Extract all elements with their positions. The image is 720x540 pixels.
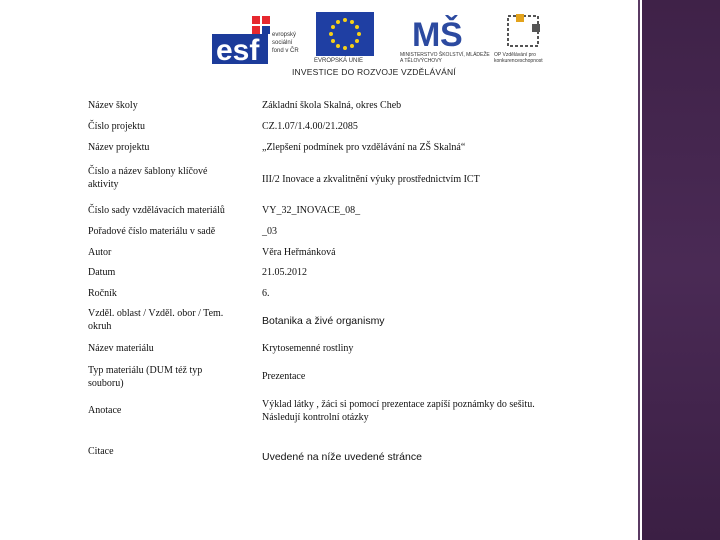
row-value: III/2 Inovace a zkvalitnění výuky prostřednictvím ICT bbox=[262, 174, 480, 185]
row-value: Výklad látky , žáci si pomocí prezentace zapíší poznámky do sešitu. Následují kontrolní otázky bbox=[262, 399, 535, 423]
row-label: Citace bbox=[88, 446, 114, 457]
row-label: Číslo projektu bbox=[88, 121, 145, 132]
row-value: Prezentace bbox=[262, 371, 306, 382]
row-label: Anotace bbox=[88, 405, 122, 416]
row-label: Název materiálu bbox=[88, 343, 154, 354]
row-label: Datum bbox=[88, 267, 116, 278]
op-vk-text: OP Vzdělávání pro konkurenceschopnost bbox=[494, 52, 543, 64]
svg-text:Š: Š bbox=[440, 16, 463, 52]
row-value: Uvedené na níže uvedené stránce bbox=[262, 451, 422, 463]
op-vk-logo bbox=[494, 12, 554, 68]
esf-text-2: sociální bbox=[272, 40, 293, 46]
svg-text:esf: esf bbox=[216, 34, 260, 67]
row-label: Název projektu bbox=[88, 142, 150, 153]
esf-logo bbox=[212, 12, 308, 68]
decorative-side-bar bbox=[642, 0, 720, 540]
esf-text-1: evropský bbox=[272, 32, 297, 38]
msmt-logo bbox=[400, 12, 490, 68]
row-value: „Zlepšení podmínek pro vzdělávání na ZŠ Skalná“ bbox=[262, 142, 466, 153]
row-label: Číslo sady vzdělávacích materiálů bbox=[88, 205, 225, 216]
row-value: Věra Heřmánková bbox=[262, 247, 336, 258]
investment-tagline: INVESTICE DO ROZVOJE VZDĚLÁVÁNÍ bbox=[292, 67, 456, 77]
row-label: Číslo a název šablony klíčové aktivity bbox=[88, 166, 208, 190]
msmt-text: MINISTERSTVO ŠKOLSTVÍ, MLÁDEŽE A TĚLOVÝCHOVY bbox=[400, 52, 490, 64]
row-label: Typ materiálu (DUM též typ souboru) bbox=[88, 365, 203, 389]
row-value: Základní škola Skalná, okres Cheb bbox=[262, 100, 402, 111]
row-label: Ročník bbox=[88, 288, 117, 299]
row-value: VY_32_INOVACE_08_ bbox=[262, 205, 361, 216]
svg-text:M: M bbox=[412, 16, 441, 52]
row-label: Vzděl. oblast / Vzděl. obor / Tem. okruh bbox=[88, 308, 224, 332]
eu-text: EVROPSKÁ UNIE bbox=[314, 58, 364, 64]
row-label: Název školy bbox=[88, 100, 138, 111]
row-value: Botanika a živé organismy bbox=[262, 315, 385, 327]
row-value: _03 bbox=[262, 226, 277, 237]
esf-text-3: fond v ČR bbox=[272, 48, 299, 54]
decorative-divider bbox=[638, 0, 640, 540]
eu-flag-logo bbox=[314, 12, 374, 64]
row-value: Krytosemenné rostliny bbox=[262, 343, 354, 354]
row-value: CZ.1.07/1.4.00/21.2085 bbox=[262, 121, 358, 132]
row-value: 6. bbox=[262, 288, 270, 299]
row-label: Autor bbox=[88, 247, 112, 258]
row-value: 21.05.2012 bbox=[262, 267, 307, 278]
row-label: Pořadové číslo materiálu v sadě bbox=[88, 226, 216, 237]
